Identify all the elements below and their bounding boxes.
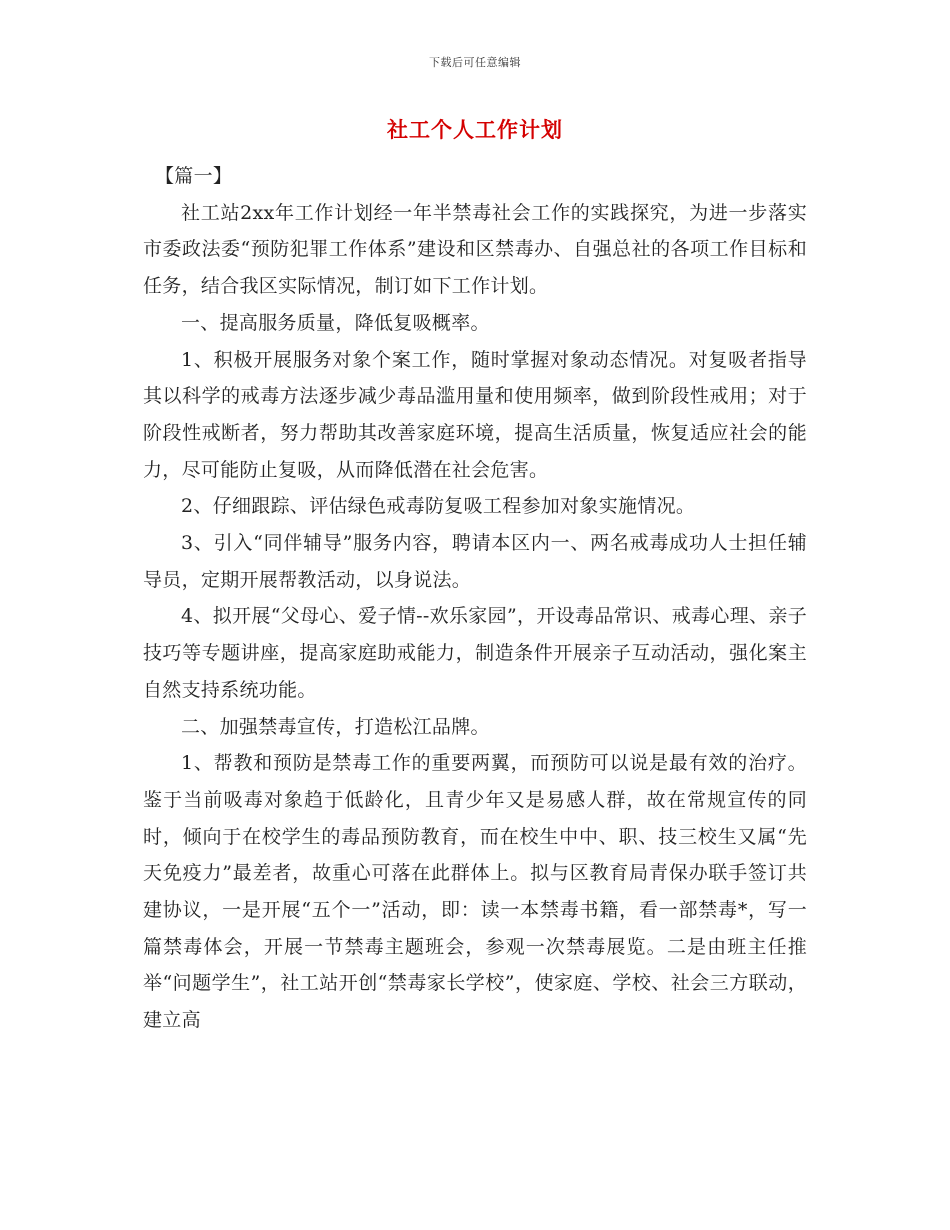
paragraph-2-1: 1、帮教和预防是禁毒工作的重要两翼，而预防可以说是最有效的治疗。鉴于当前吸毒对象趋于低龄化，且青少年又是易感人群，故在常规宣传的同时，倾向于在校学生的毒品预防教育，而在校生中中、职、技三校生又属“先天免疫力”最差者，故重心可落在此群体上。拟与区教育局青保办联手签订共建协议，一是开展“五个一”活动，即：读一本禁毒书籍，看一部禁毒*，写一篇禁毒体会，开展一节禁毒主题班会，参观一次禁毒展览。二是由班主任推举“问题学生”，社工站开创“禁毒家长学校”，使家庭、学校、社会三方联动，建立高	[143, 752, 807, 1032]
header-note: 下载后可任意编辑	[429, 56, 521, 69]
document-title: 社工个人工作计划	[387, 117, 563, 142]
document-body	[143, 158, 807, 1039]
intro-paragraph: 社工站2xx年工作计划经一年半禁毒社会工作的实践探究，为进一步落实市委政法委“预防犯罪工作体系”建设和区禁毒办、自强总社的各项工作目标和任务，结合我区实际情况，制订如下工作计划。	[143, 201, 807, 298]
section-2-heading: 二、加强禁毒宣传，打造松江品牌。	[181, 715, 490, 738]
section-1-heading: 一、提高服务质量，降低复吸概率。	[181, 311, 490, 334]
paragraph-1-2: 2、仔细跟踪、评估绿色戒毒防复吸工程参加对象实施情况。	[181, 495, 696, 518]
paragraph-1-1: 1、积极开展服务对象个案工作，随时掌握对象动态情况。对复吸者指导其以科学的戒毒方法逐步减少毒品滥用量和使用频率，做到阶段性戒用；对于阶段性戒断者，努力帮助其改善家庭环境，提高生活质量，恢复适应社会的能力，尽可能防止复吸，从而降低潜在社会危害。	[143, 348, 807, 481]
section-heading: 【篇一】	[155, 165, 233, 187]
paragraph-1-3: 3、引入“同伴辅导”服务内容，聘请本区内一、两名戒毒成功人士担任辅导员，定期开展帮教活动，以身说法。	[143, 532, 807, 591]
paragraph-1-4: 4、拟开展“父母心、爱子情--欢乐家园”，开设毒品常识、戒毒心理、亲子技巧等专题讲座，提高家庭助戒能力，制造条件开展亲子互动活动，强化案主自然支持系统功能。	[143, 605, 807, 701]
